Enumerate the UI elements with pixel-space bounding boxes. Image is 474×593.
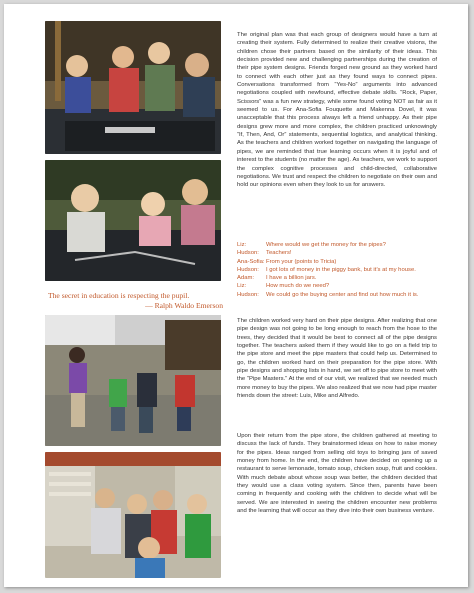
dialog-speaker: Liz: — [237, 242, 247, 248]
dialog-text: From your (points to Tricia) — [266, 258, 337, 265]
dialog-line — [237, 266, 447, 274]
dialog-text: I got lots of money in the piggy bank, but it’s at my house. — [266, 266, 416, 273]
dialog-speaker: Ana-Sofia: — [237, 258, 265, 265]
dialog-line — [237, 282, 447, 290]
paragraph-1: The original plan was that each group of designers would have a turn at creating their system. Fully determined to realize their creative visions, the children chose their partners based on the similarity of their ideas. This decision provided new and challenging partnerships during the creation of their pipe system designs. Friends forged new ground as they worked hard to connect with each other just as they found ways to connect pipes. Conversations transformed from “Yes-No” arguments into advanced negotiations coupled with newfound, effective debate skills. “Rock, Paper, Scissors” was a fun new strategy, while some found voting NOT as fair as it seemed to us. For Ana-Sofia Fouquette and Makenna Dovel, it was unacceptable that this process always left a friend unhappy. As their pipe designs grew more and more complex, the children practiced unknowingly “If, Then, And, Or” statements, sequential logistics, and analytical thinking. As the teachers and children worked together on navigating the language of pipes, we are reminded that true learning occurs when it is joyful and of interest to the students (no matter the age). As teachers, we work to support the complex cognitive processes and child-directed, collaborative negotiations. We trust and respect the children to negotiate on their own and hold our opinions even when they look to us for answers. — [237, 32, 437, 189]
dialog-line — [237, 249, 447, 257]
photo-pipe-store — [45, 452, 221, 578]
dialog-speaker: Liz: — [237, 283, 247, 290]
page — [4, 4, 468, 587]
paragraph-2-container — [237, 317, 437, 400]
paragraph-1-container — [237, 31, 437, 190]
dialog-speaker: Hudson: — [237, 266, 259, 273]
dialog-text: We could go the buying center and find out how much it is. — [266, 291, 419, 298]
dialog-line — [237, 274, 447, 282]
paragraph-3-container — [237, 432, 437, 515]
pull-quote — [48, 291, 223, 311]
dialog-text: Teachers! — [266, 250, 292, 257]
dialog-line — [237, 291, 447, 299]
dialog-speaker: Adam: — [237, 275, 255, 282]
dialog-speaker: Hudson: — [237, 291, 259, 298]
dialog-line — [237, 241, 447, 249]
dialog-speaker: Hudson: — [237, 250, 259, 257]
photo-field-trip — [45, 315, 221, 446]
dialog — [237, 241, 447, 299]
quote-author: — Ralph Waldo Emerson — [145, 301, 223, 311]
paragraph-2: The children worked very hard on their pipe designs. After realizing that one pipe design was not going to be long enough to reach from the hose to the trees, they decided that it would be best to connect all of the pipe designs together. The teachers asked them if they would like to go on a field trip to the pipe store and meet the pipe masters that could help us. Determined to go, the children worked hard on their preparation for the pipe store. With pipe designs and shopping lists in hand, we set off to pipe store to meet with the “Pipe Masters.” At the end of our visit, we realized that we needed much more money to buy the pipes. We also realized that we now had pipe master friends down the street: Luis, Mike and Alfredo. — [237, 318, 437, 400]
dialog-text: Where would we get the money for the pipes? — [266, 242, 386, 248]
photo-children-at-table — [45, 21, 221, 154]
dialog-line — [237, 258, 447, 266]
dialog-text: I have a billion jars. — [266, 275, 317, 282]
dialog-text: How much do we need? — [266, 283, 330, 290]
photo-children-drawing — [45, 160, 221, 281]
paragraph-3: Upon their return from the pipe store, the children gathered at meeting to discuss the lack of funds. They brainstormed ideas on how to raise money for the pipes. Ideas ranged from selling old toys to bringing jars of saved money from home. In the end, the children have decided on opening up a restaurant to serve lemonade, tomato soup, chicken soup, fruit and cookies. With much debate about whose soup was better, the children decided that they would use a class voting system. Since then, parents have been coming in frequently and cooking with the children to decide what will be served. We are interested in seeing the children encounter new problems and the learning that will occur as they dive into their own business venture. — [237, 433, 437, 515]
quote-text: The secret in education is respecting the pupil. — [48, 291, 190, 300]
